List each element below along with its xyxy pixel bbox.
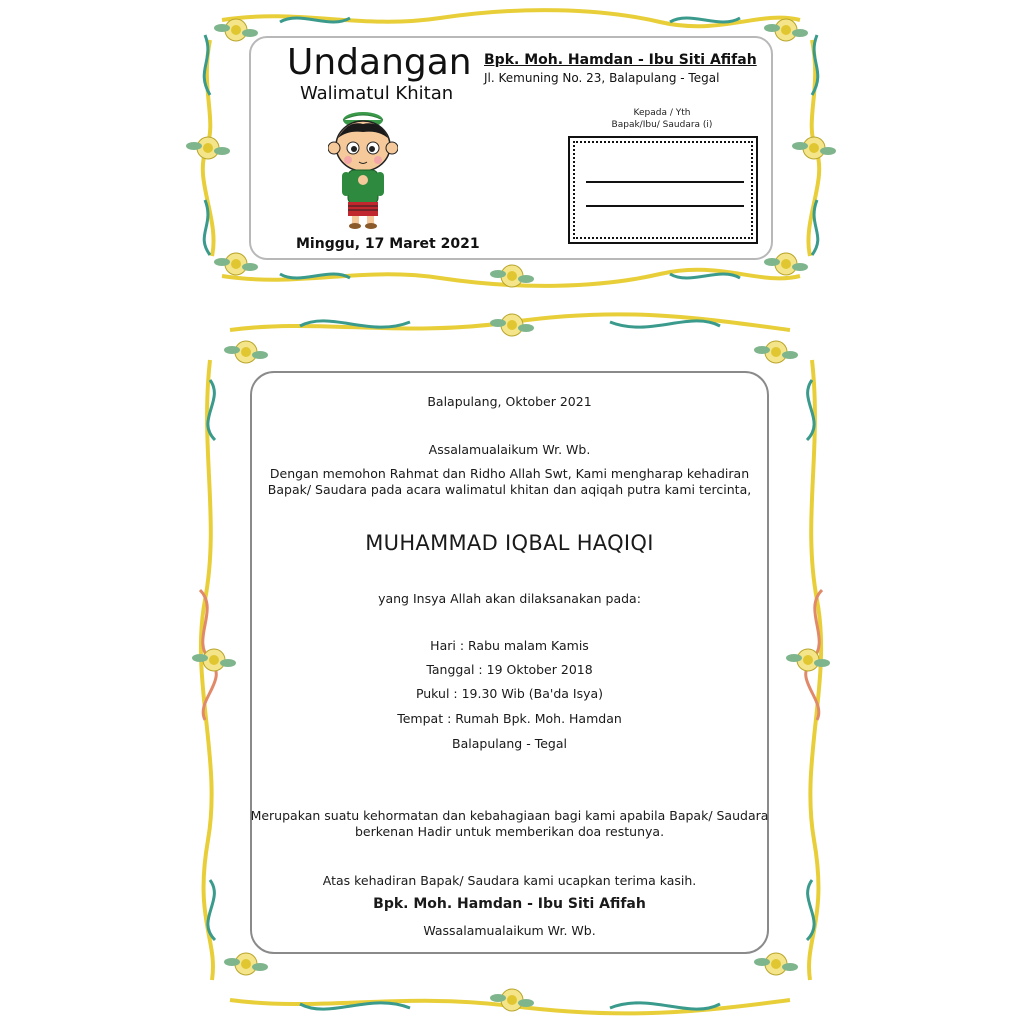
greeting: Assalamualaikum Wr. Wb. <box>428 442 591 457</box>
detail-time: Pukul : 19.30 Wib (Ba'da Isya) <box>415 686 604 701</box>
boy-character-icon <box>328 108 398 230</box>
recipient-sublabel: Bapak/Ibu/ Saudara (i) <box>611 120 713 130</box>
honor-line-1: Merupakan suatu kehormatan dan kebahagiaan bagi kami apabila Bapak/ Saudara <box>250 808 769 823</box>
detail-city: Balapulang - Tegal <box>452 736 567 751</box>
intro-line-1: Dengan memohon Rahmat dan Ridho Allah Swt, Kami mengharap kehadiran <box>269 466 750 481</box>
thanks-line: Atas kehadiran Bapak/ Saudara kami ucapkan terima kasih. <box>322 873 697 888</box>
host-address: Jl. Kemuning No. 23, Balapulang - Tegal <box>484 71 720 85</box>
host-names: Bpk. Moh. Hamdan - Ibu Siti Afifah <box>484 52 757 68</box>
detail-place: Tempat : Rumah Bpk. Moh. Hamdan <box>397 711 622 726</box>
address-line <box>586 181 744 183</box>
invitation-subtitle: Walimatul Khitan <box>300 83 454 104</box>
recipient-label: Kepada / Yth <box>633 108 691 118</box>
event-intro: yang Insya Allah akan dilaksanakan pada: <box>378 591 641 606</box>
intro-line-2: Bapak/ Saudara pada acara walimatul khitan dan aqiqah putra kami tercinta, <box>267 482 752 497</box>
recipient-address-box <box>568 136 758 244</box>
invitation-date: Minggu, 17 Maret 2021 <box>296 236 480 252</box>
invitation-title: Undangan <box>287 42 472 83</box>
letter-host-names: Bpk. Moh. Hamdan - Ibu Siti Afifah <box>373 896 646 912</box>
closing-greeting: Wassalamualaikum Wr. Wb. <box>423 923 596 938</box>
address-line <box>586 205 744 207</box>
detail-day: Hari : Rabu malam Kamis <box>430 638 589 653</box>
detail-date: Tanggal : 19 Oktober 2018 <box>426 662 593 677</box>
child-name: MUHAMMAD IQBAL HAQIQI <box>365 531 654 555</box>
honor-line-2: berkenan Hadir untuk memberikan doa restunya. <box>354 824 665 839</box>
place-date: Balapulang, Oktober 2021 <box>427 394 592 409</box>
